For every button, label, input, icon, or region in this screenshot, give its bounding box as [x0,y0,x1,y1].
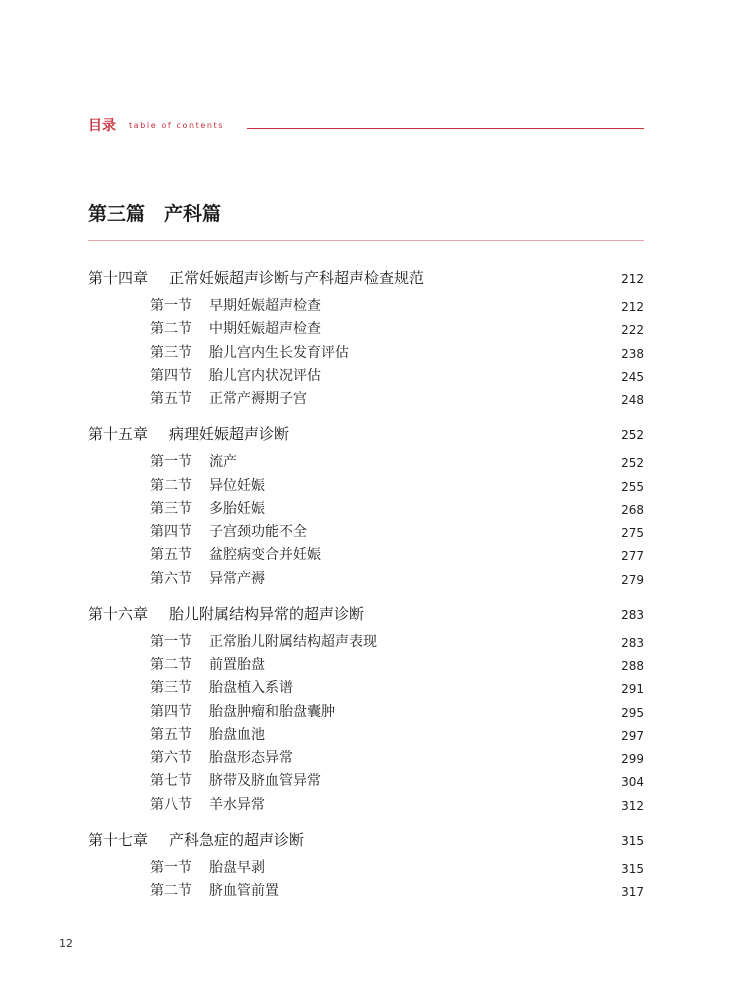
chapter-entry [88,829,644,905]
section-row[interactable] [88,476,644,499]
section-row[interactable] [88,678,644,701]
section-page: 283 [621,635,644,650]
section-title: 脐血管前置 [209,883,279,899]
chapter-row[interactable] [88,423,644,445]
section-row[interactable] [88,881,644,904]
chapter-page: 315 [621,833,644,848]
section-title: 多胎妊娠 [209,500,265,517]
chapter-number: 第十七章 [88,830,149,849]
section-page: 248 [621,393,644,407]
section-row[interactable] [88,569,644,592]
section-page: 299 [621,752,644,766]
section-title: 流产 [209,454,237,471]
chapter-number: 第十六章 [88,604,149,623]
section-page: 252 [621,456,644,471]
section-page: 222 [621,323,644,338]
section-row[interactable] [88,858,644,881]
section-row[interactable] [88,389,644,412]
section-number: 第四节 [150,367,192,384]
section-page: 238 [621,346,644,361]
page-number: 12 [59,937,73,950]
table-of-contents [88,267,644,904]
toc-title: 目录 [88,118,116,134]
chapter-entry [88,267,644,412]
section-title: 胎儿宫内状况评估 [209,367,321,384]
section-page: 268 [621,502,644,517]
section-page: 295 [621,705,644,720]
chapter-row[interactable] [88,603,644,625]
section-number: 第六节 [150,750,192,766]
toc-subtitle: table of contents [129,121,225,130]
section-page: 315 [621,861,644,876]
section-number: 第五节 [150,391,192,407]
section-row[interactable] [88,343,644,366]
section-row[interactable] [88,702,644,725]
section-number: 第四节 [150,703,192,720]
section-title: 胎盘植入系谱 [209,680,293,697]
section-number: 第三节 [150,680,192,697]
section-number: 第四节 [150,524,192,540]
chapter-page: 283 [621,607,644,622]
section-row[interactable] [88,632,644,655]
section-number: 第一节 [150,454,192,471]
section-title: 前置胎盘 [209,657,265,673]
section-title: 胎盘早剥 [209,859,265,876]
section-row[interactable] [88,545,644,568]
chapter-page: 212 [621,272,644,286]
section-row[interactable] [88,748,644,771]
section-title: 脐带及脐血管异常 [209,773,321,790]
section-number: 第一节 [150,633,192,650]
section-row[interactable] [88,296,644,319]
section-title: 正常胎儿附属结构超声表现 [209,633,377,650]
chapter-row[interactable] [88,829,644,851]
section-page: 297 [621,728,644,743]
section-row[interactable] [88,319,644,342]
section-title: 异位妊娠 [209,477,265,494]
section-number: 第五节 [150,726,192,743]
chapter-page: 252 [621,428,644,443]
section-row[interactable] [88,499,644,522]
chapter-number: 第十四章 [88,269,149,287]
section-page: 312 [621,798,644,813]
section-title: 胎盘肿瘤和胎盘囊肿 [209,703,335,720]
toc-header [88,117,644,137]
section-number: 第五节 [150,547,192,564]
section-page: 277 [621,549,644,564]
section-page: 288 [621,659,644,673]
chapter-title: 正常妊娠超声诊断与产科超声检查规范 [169,269,425,287]
section-title: 胎儿宫内生长发育评估 [209,344,349,361]
section-title: 正常产褥期子宫 [209,391,307,407]
section-page: 304 [621,775,644,790]
chapter-entry [88,423,644,592]
section-row[interactable] [88,795,644,818]
section-number: 第二节 [150,321,192,338]
section-number: 第六节 [150,570,192,587]
section-title: 胎盘形态异常 [209,750,293,766]
section-page: 212 [621,300,644,314]
section-page: 279 [621,572,644,587]
section-row[interactable] [88,366,644,389]
chapter-title: 产科急症的超声诊断 [169,830,305,849]
section-number: 第二节 [150,477,192,494]
section-row[interactable] [88,452,644,475]
part-rule [88,240,644,241]
section-title: 异常产褥 [209,570,265,587]
section-row[interactable] [88,771,644,794]
section-page: 255 [621,479,644,494]
section-page: 245 [621,369,644,384]
chapter-title: 胎儿附属结构异常的超声诊断 [169,604,365,623]
section-page: 275 [621,526,644,540]
section-number: 第八节 [150,796,192,813]
section-title: 羊水异常 [209,796,265,813]
chapter-number: 第十五章 [88,425,149,444]
chapter-entry [88,603,644,818]
section-title: 早期妊娠超声检查 [209,298,321,314]
section-row[interactable] [88,522,644,545]
section-row[interactable] [88,725,644,748]
section-number: 第一节 [150,859,192,876]
section-title: 胎盘血池 [209,726,265,743]
section-page: 291 [621,682,644,697]
section-number: 第二节 [150,657,192,673]
section-number: 第一节 [150,298,192,314]
section-number: 第七节 [150,773,192,790]
section-number: 第二节 [150,883,192,899]
section-title: 子宫颈功能不全 [209,524,307,540]
section-number: 第三节 [150,344,192,361]
section-row[interactable] [88,655,644,678]
header-rule [247,128,644,129]
section-title: 中期妊娠超声检查 [209,321,321,338]
section-title: 盆腔病变合并妊娠 [209,547,321,564]
chapter-title: 病理妊娠超声诊断 [169,425,290,444]
part-title: 第三篇 产科篇 [88,203,222,225]
section-page: 317 [621,885,644,899]
chapter-row[interactable] [88,267,644,289]
section-number: 第三节 [150,500,192,517]
